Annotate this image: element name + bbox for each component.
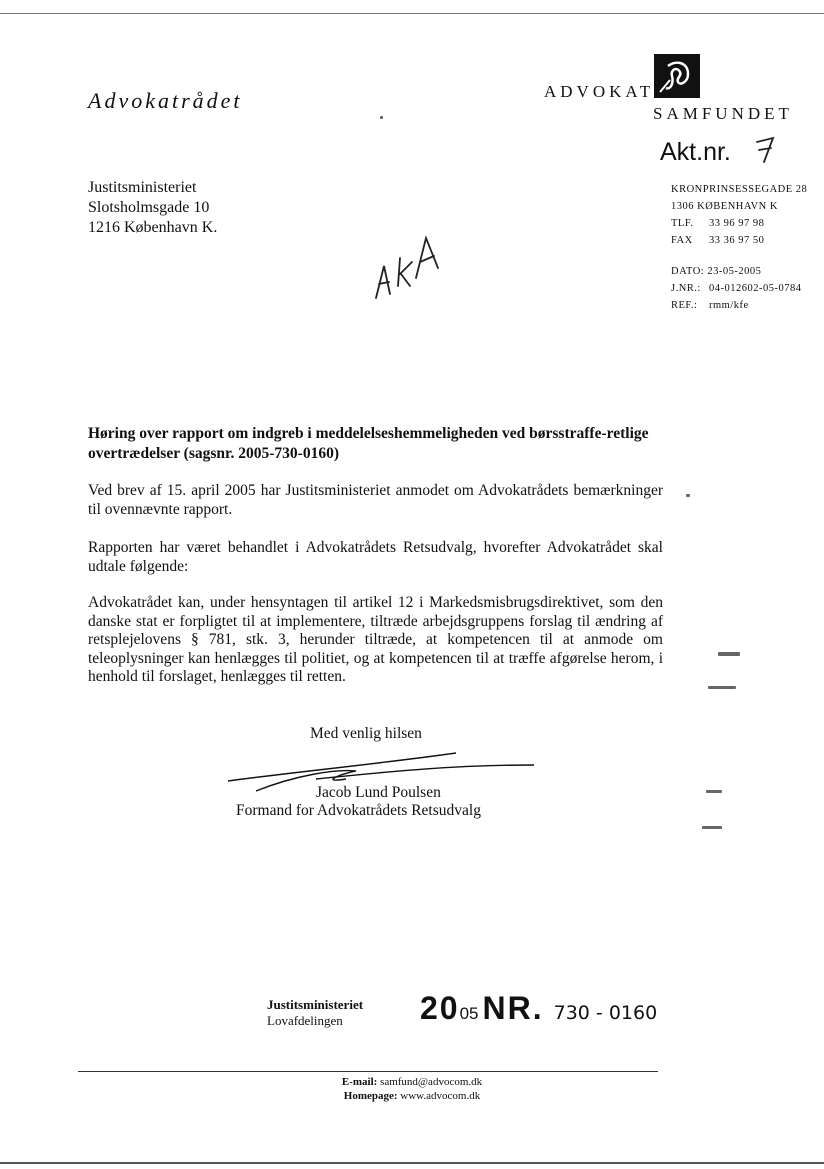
ref-value: rmm/kfe — [709, 300, 749, 311]
footer-homepage — [0, 1089, 824, 1103]
letter-paragraph: Advokatrådet kan, under hensyntagen til artikel 12 i Markedsmisbrugsdirektivet, som den danske stat er forpligtet til at implementere, tiltræde arbejdsgruppens forslag til ændring af retsplejelovens § 781, stk. 3, herunder tiltræde, at kompetencen til at anmode om teleoplysninger kan henlægges til politiet, og at kompetencen til at træffe afgørelse herom, i henhold til forslaget, henlægges til retten. — [88, 594, 663, 685]
jnr-row — [671, 280, 807, 297]
scan-bottom-edge — [0, 1162, 824, 1164]
recipient-address — [88, 178, 217, 238]
homepage-label: Homepage: — [343, 1090, 398, 1102]
scan-speck — [702, 826, 722, 829]
signer-name: Jacob Lund Poulsen — [316, 784, 441, 801]
scan-speck — [380, 116, 383, 119]
stamp-line: Justitsministeriet — [267, 997, 364, 1012]
signer-role: Formand for Advokatrådets Retsudvalg — [236, 802, 481, 819]
letter-paragraph: Ved brev af 15. april 2005 har Justitsministeriet anmodet om Advokatrådets bemærkninger til ovennævnte rapport. — [88, 482, 663, 518]
akt-nr-label: Akt.nr. — [660, 138, 731, 166]
letter-paragraph: Rapporten har været behandlet i Advokatrådets Retsudvalg, hvorefter Advokatrådet skal udtale følgende: — [88, 539, 663, 575]
handwritten-initials — [370, 232, 450, 308]
jnr-label: J.NR.: — [671, 283, 701, 294]
date-value: 23-05-2005 — [707, 266, 762, 277]
stamp-line: Lovafdelingen — [267, 1013, 343, 1028]
recipient-line: Slotsholmsgade 10 — [88, 199, 210, 216]
fax-label: FAX — [671, 235, 693, 246]
ref-row — [671, 297, 807, 314]
date-label: DATO: — [671, 266, 705, 277]
advokatsamfundet-logo-icon — [650, 52, 704, 100]
stamp-year: 20 — [420, 990, 460, 1026]
scan-speck — [686, 494, 690, 497]
phone-value: 33 96 97 98 — [709, 218, 765, 229]
stamp-nr: NR. — [482, 990, 544, 1026]
scan-speck — [708, 686, 736, 689]
case-number-stamp — [420, 990, 657, 1030]
homepage-value: www.advocom.dk — [400, 1090, 481, 1102]
fax-value: 33 36 97 50 — [709, 235, 765, 246]
fax-row — [671, 232, 807, 249]
recipient-line: 1216 København K. — [88, 219, 218, 236]
stamp-year-suffix: 05 — [459, 1004, 479, 1023]
akt-nr-stamp — [660, 138, 731, 167]
postal-line: 1306 KØBENHAVN K — [671, 201, 778, 212]
phone-label: TLF. — [671, 218, 694, 229]
footer-email — [0, 1075, 824, 1089]
ministry-stamp-department — [267, 997, 363, 1029]
address-line: KRONPRINSESSEGADE 28 — [671, 184, 808, 195]
jnr-value: 04-012602-05-0784 — [709, 283, 802, 294]
date-row — [671, 263, 807, 280]
footer — [0, 1075, 824, 1103]
scan-speck — [718, 652, 740, 656]
ref-label: REF.: — [671, 300, 698, 311]
stamp-case-number: 730 - 0160 — [553, 1002, 658, 1024]
contact-block — [671, 181, 807, 314]
closing-greeting: Med venlig hilsen — [310, 725, 422, 742]
phone-row — [671, 215, 807, 232]
email-label: E-mail: — [341, 1076, 378, 1088]
logo-text-advokat: ADVOKAT — [544, 82, 655, 101]
recipient-line: Justitsministeriet — [88, 179, 197, 196]
scan-speck — [706, 790, 722, 793]
logo-text-samfundet: SAMFUNDET — [653, 104, 793, 123]
letter-subject: Høring over rapport om indgreb i meddelelseshemmeligheden ved børsstraffe-retlige overtrædelser (sagsnr. 2005-730-0160) — [88, 425, 649, 462]
akt-nr-handwritten-number — [755, 134, 777, 166]
footer-divider — [78, 1071, 658, 1072]
scan-top-edge — [0, 13, 824, 14]
email-value: samfund@advocom.dk — [380, 1076, 483, 1088]
sender-name: Advokatrådet — [88, 88, 243, 113]
